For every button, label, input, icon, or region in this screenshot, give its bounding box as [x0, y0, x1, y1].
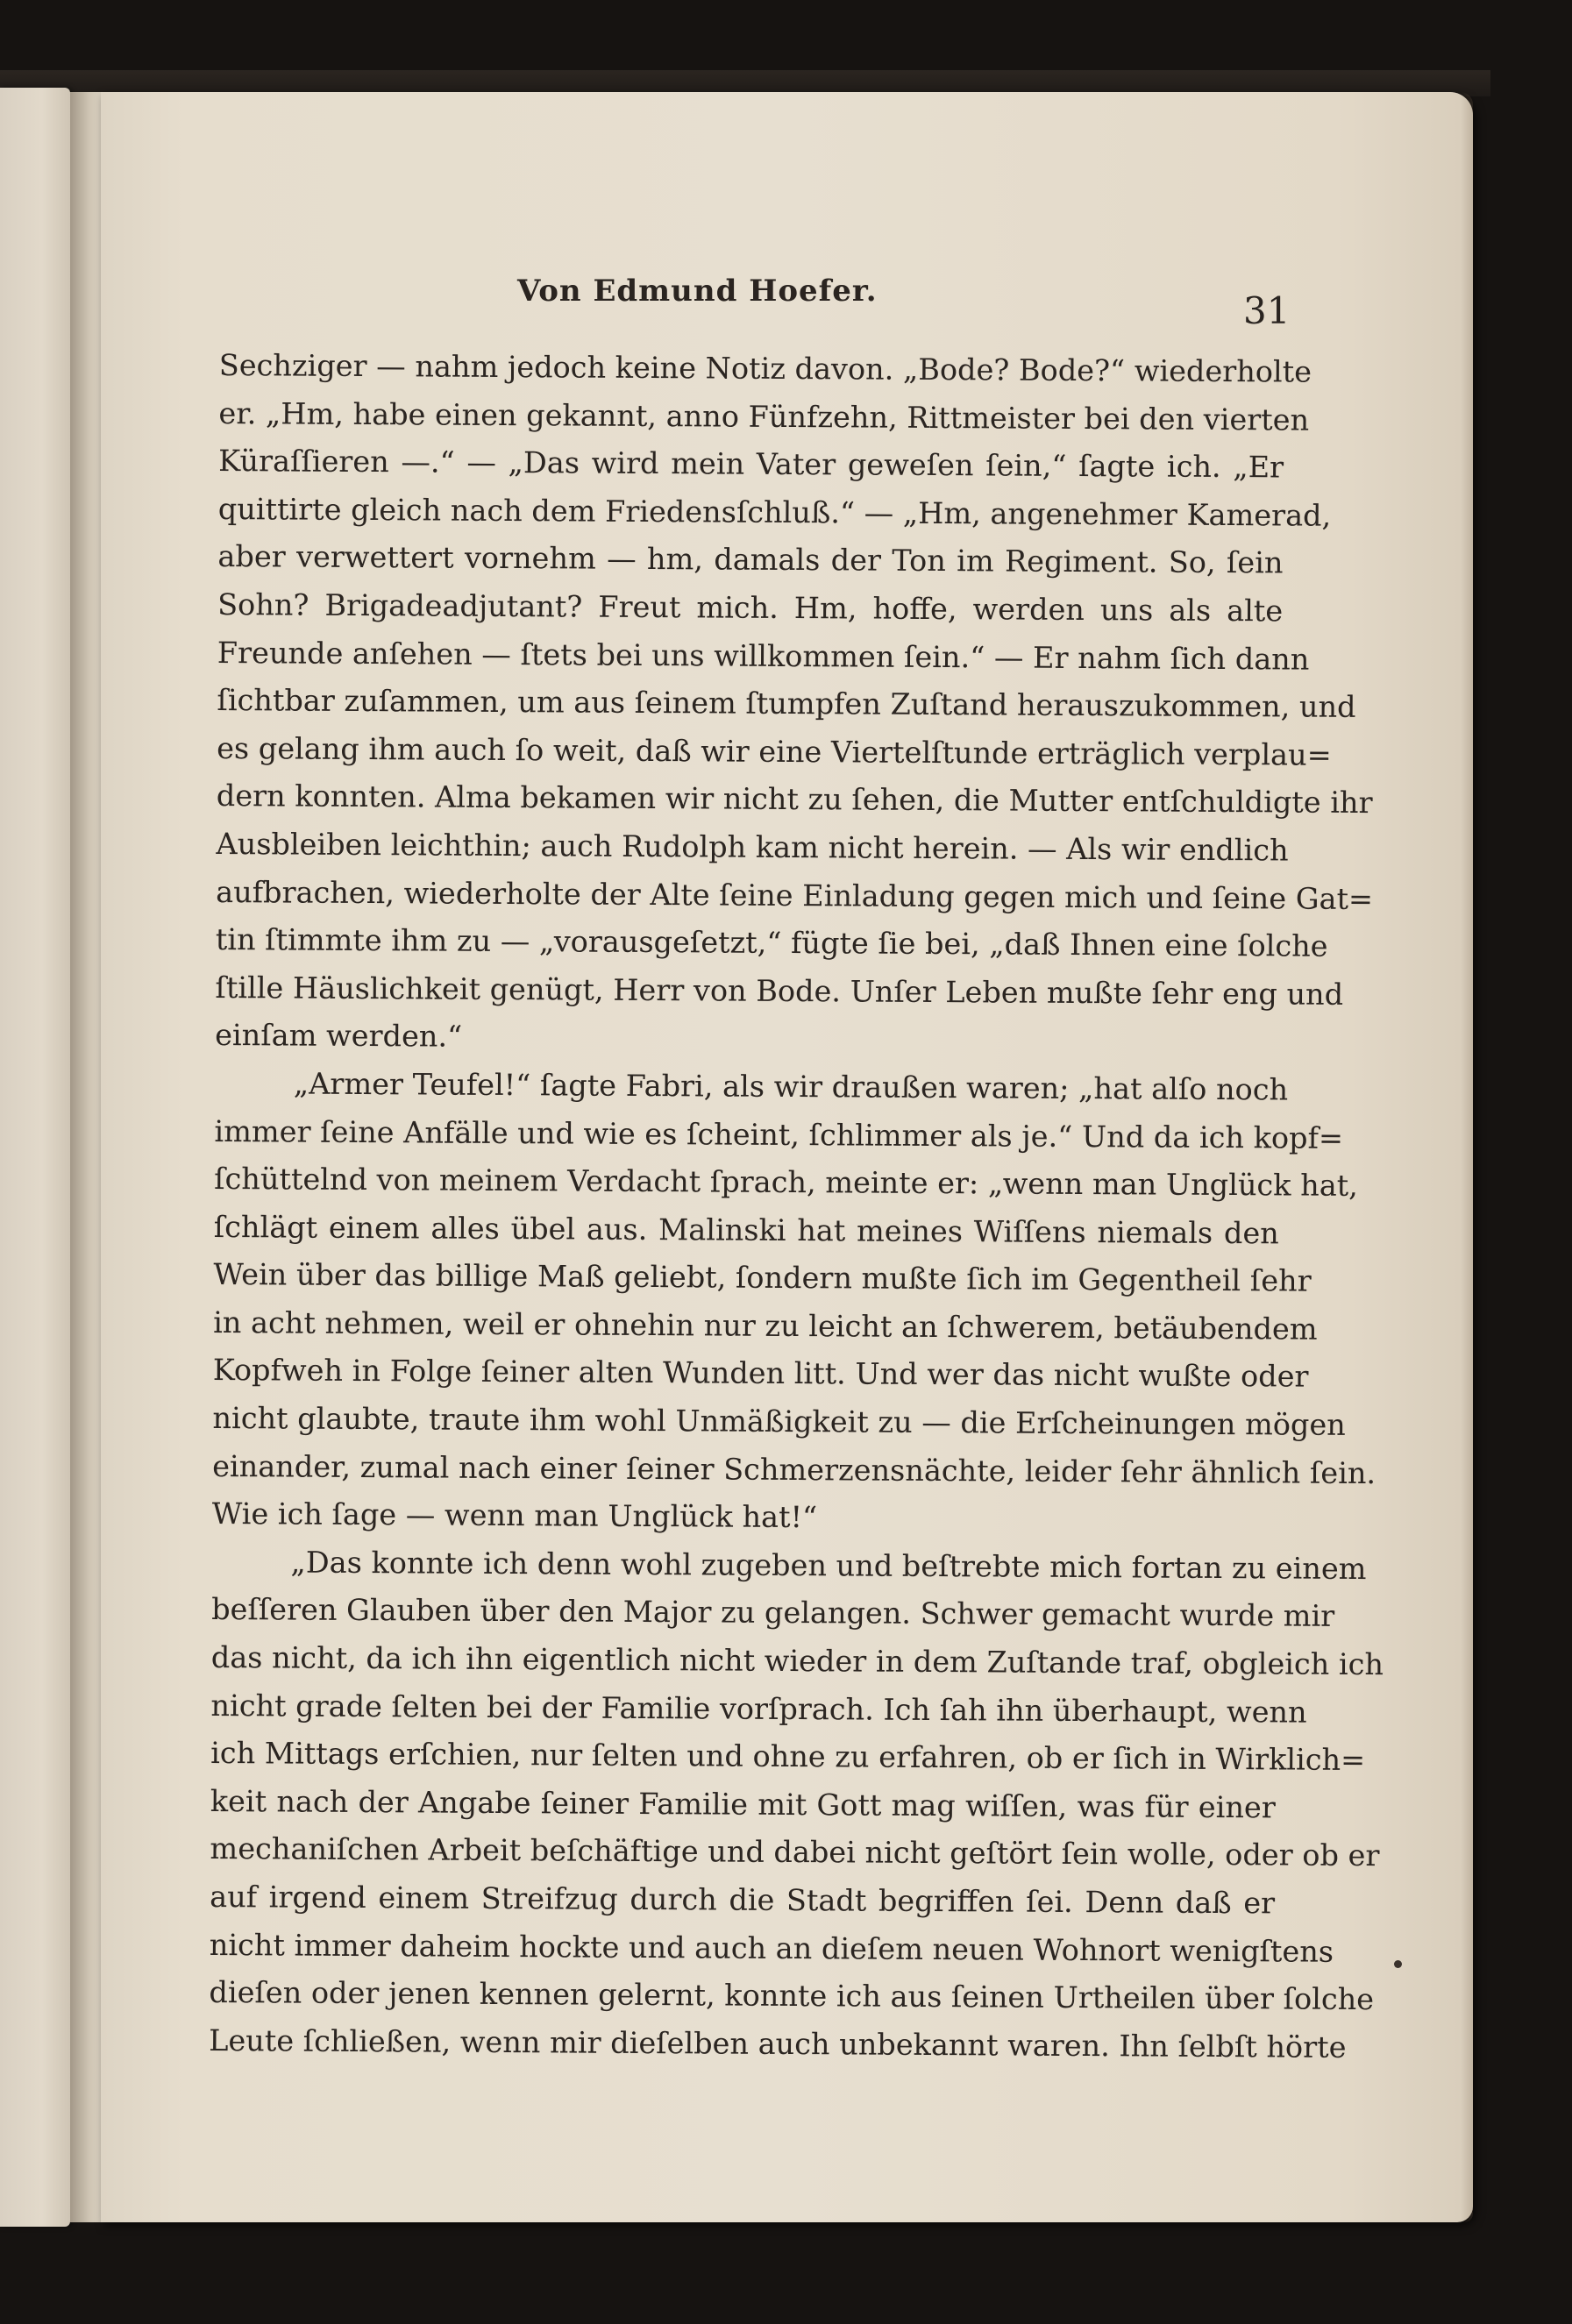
text-line: ſtille Häuslichkeit genügt, Herr von Bode. Unſer Leben mußte ſehr eng und	[215, 970, 1344, 1012]
text-line: immer ſeine Anfälle und wie es ſcheint, ſchlimmer als je.“ Und da ich kopf=	[214, 1113, 1344, 1155]
text-line: „Armer Teufel!“ ſagte Fabri, als wir draußen waren; „hat alſo noch	[293, 1066, 1289, 1107]
text-line: keit nach der Angabe ſeiner Familie mit Gott mag wiſſen, was für einer	[210, 1783, 1276, 1825]
text-line: Sohn? Brigadeadjutant? Freut mich. Hm, hoffe, werden uns als alte	[217, 586, 1284, 629]
text-line: beſſeren Glauben über den Major zu gelangen. Schwer gemacht wurde mir	[211, 1592, 1335, 1634]
text-line: aber verwettert vornehm — hm, damals der Ton im Regiment. So, ſein	[217, 539, 1284, 580]
text-line: mechaniſchen Arbeit beſchäftige und dabei nicht geſtört ſein wolle, oder ob er	[210, 1831, 1380, 1873]
text-line: Küraſſieren —.“ — „Das wird mein Vater geweſen ſein,“ ſagte ich. „Er	[218, 444, 1284, 485]
text-line: Sechziger — nahm jedoch keine Notiz davon. „Bode? Bode?“ wiederholte	[218, 347, 1312, 389]
text-line: aufbrachen, wiederholte der Alte ſeine Einladung gegen mich und ſeine Gat=	[216, 874, 1374, 916]
text-line: ich Mittags erſchien, nur ſelten und ohne zu erfahren, ob er ſich in Wirklich=	[210, 1736, 1366, 1778]
text-line: „Das konnte ich denn wohl zugeben und beſtrebte mich fortan zu einem	[290, 1545, 1367, 1586]
book-gutter	[70, 92, 105, 2222]
body-text	[209, 342, 1384, 2072]
text-line: Wie ich ſage — wenn man Unglück hat!“	[211, 1496, 818, 1535]
text-line: nicht glaubte, traute ihm wohl Unmäßigkeit zu — die Erſcheinungen mögen	[212, 1401, 1346, 1442]
text-line: es gelang ihm auch ſo weit, daß wir eine Viertelſtunde erträglich verplau=	[217, 730, 1332, 772]
text-line: dieſen oder jenen kennen gelernt, konnte ich aus ſeinen Urtheilen über ſolche	[209, 1975, 1375, 2017]
page-edge-shadow	[1461, 92, 1473, 2222]
text-line: auf irgend einem Streifzug durch die Stadt begriffen ſei. Denn daß er	[210, 1879, 1276, 1921]
text-line: quittirte gleich nach dem Friedensſchluß.“ — „Hm, angenehmer Kamerad,	[217, 491, 1332, 533]
text-line: Ausbleiben leichthin; auch Rudolph kam nicht herein. — Als wir endlich	[216, 826, 1289, 868]
text-line: nicht grade ſelten bei der Familie vorſprach. Ich ſah ihn überhaupt, wenn	[210, 1688, 1307, 1730]
text-line: einander, zumal nach einer ſeiner Schmerzensnächte, leider ſehr ähnlich ſein.	[212, 1448, 1376, 1490]
text-line: Leute ſchließen, wenn mir dieſelben auch unbekannt waren. Ihn ſelbſt hörte	[209, 2022, 1347, 2065]
running-head: Von Edmund Hoefer.	[517, 274, 878, 309]
page-number: 31	[1243, 289, 1291, 332]
paper-speck	[1394, 1960, 1402, 1968]
text-line: ſchlägt einem alles übel aus. Malinski hat meines Wiſſens niemals den	[213, 1209, 1279, 1251]
text-line: das nicht, da ich ihn eigentlich nicht wieder in dem Zuſtande traf, obgleich ich	[210, 1640, 1384, 1682]
text-line: ſichtbar zuſammen, um aus ſeinem ſtumpfen Zuſtand herauszukommen, und	[217, 683, 1356, 725]
text-line: nicht immer daheim hockte und auch an dieſem neuen Wohnort wenigſtens	[209, 1927, 1334, 1969]
text-line: Kopfweh in Folge ſeiner alten Wunden litt. Und wer das nicht wußte oder	[212, 1353, 1309, 1395]
text-line: dern konnten. Alma bekamen wir nicht zu ſehen, die Mutter entſchuldigte ihr	[216, 778, 1373, 821]
text-line: in acht nehmen, weil er ohnehin nur zu leicht an ſchwerem, betäubendem	[213, 1304, 1318, 1347]
text-line: Freunde anſehen — ſtets bei uns willkommen ſein.“ — Er nahm ſich dann	[217, 635, 1310, 677]
text-line: tin ſtimmte ihm zu — „vorausgeſetzt,“ fügte ſie bei, „daß Ihnen eine ſolche	[215, 922, 1328, 963]
text-line: Wein über das billige Maß geliebt, ſondern mußte ſich im Gegentheil ſehr	[213, 1257, 1312, 1298]
text-line: einſam werden.“	[215, 1018, 463, 1055]
text-line: ſchüttelnd von meinem Verdacht ſprach, meinte er: „wenn man Unglück hat,	[214, 1162, 1358, 1204]
text-line: er. „Hm, habe einen gekannt, anno Fünfzehn, Rittmeister bei den vierten	[218, 395, 1310, 437]
left-page-edge	[0, 88, 70, 2227]
